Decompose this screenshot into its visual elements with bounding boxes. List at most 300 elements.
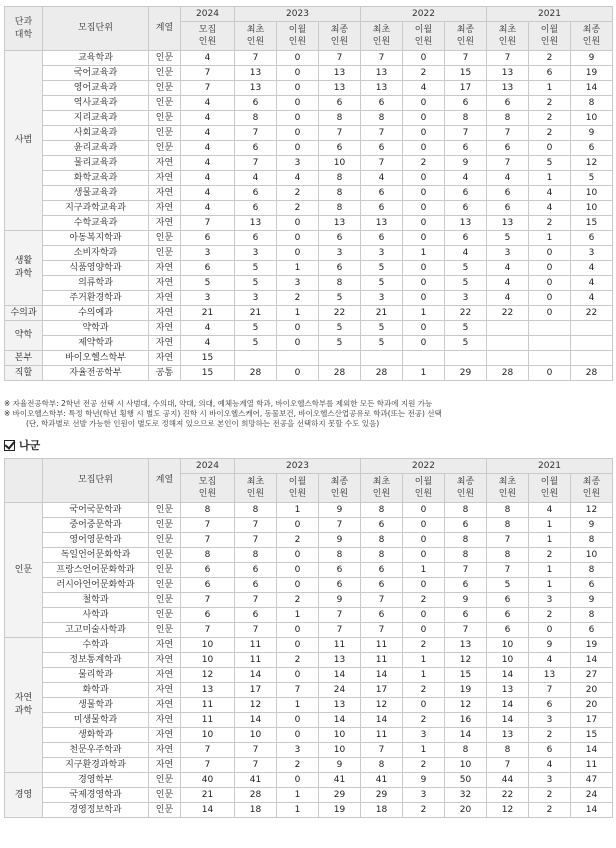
count-cell: 7: [487, 758, 529, 773]
count-cell: 4: [571, 261, 613, 276]
count-cell: 14: [571, 653, 613, 668]
count-cell: 13: [319, 698, 361, 713]
count-cell: 7: [235, 623, 277, 638]
count-cell: 5: [235, 276, 277, 291]
count-cell: 41: [319, 773, 361, 788]
track-cell: 자연: [149, 638, 181, 653]
count-cell: 7: [445, 51, 487, 66]
count-cell: [571, 321, 613, 336]
count-cell: 9: [445, 593, 487, 608]
count-cell: 15: [571, 216, 613, 231]
count-cell: 10: [181, 653, 235, 668]
count-cell: 5: [445, 321, 487, 336]
count-cell: 11: [181, 698, 235, 713]
track-cell: 자연: [149, 653, 181, 668]
count-cell: 4: [181, 321, 235, 336]
count-cell: 7: [319, 518, 361, 533]
table-row: [5, 66, 613, 81]
count-cell: 10: [319, 156, 361, 171]
count-cell: 1: [277, 503, 319, 518]
count-cell: 2: [529, 51, 571, 66]
track-cell: 인문: [149, 126, 181, 141]
count-cell: 13: [445, 638, 487, 653]
count-cell: 17: [571, 713, 613, 728]
count-cell: 6: [181, 578, 235, 593]
count-cell: [403, 351, 445, 366]
count-cell: 0: [277, 713, 319, 728]
count-cell: 6: [235, 201, 277, 216]
track-cell: 인문: [149, 231, 181, 246]
count-cell: 13: [487, 216, 529, 231]
count-cell: 8: [445, 111, 487, 126]
header-year-2022: 2022: [361, 459, 487, 474]
count-cell: 10: [571, 201, 613, 216]
dept-cell: 바이오헬스학부: [43, 351, 149, 366]
count-cell: 10: [487, 638, 529, 653]
count-cell: 5: [529, 156, 571, 171]
count-cell: 6: [445, 608, 487, 623]
count-cell: 6: [319, 578, 361, 593]
track-cell: 자연: [149, 743, 181, 758]
count-cell: 0: [277, 111, 319, 126]
count-cell: [529, 351, 571, 366]
table-row: [5, 366, 613, 381]
count-cell: 1: [403, 306, 445, 321]
count-cell: 11: [361, 653, 403, 668]
count-cell: 21: [181, 788, 235, 803]
count-cell: 1: [529, 171, 571, 186]
track-cell: 인문: [149, 578, 181, 593]
count-cell: 6: [487, 96, 529, 111]
college-cell: 약학: [5, 321, 43, 351]
track-cell: 인문: [149, 533, 181, 548]
table-row: [5, 593, 613, 608]
count-cell: 1: [403, 563, 445, 578]
header-dept: 모집단위: [43, 459, 149, 503]
table-row: [5, 533, 613, 548]
count-cell: 22: [487, 306, 529, 321]
dept-cell: 천문우주학과: [43, 743, 149, 758]
count-cell: 15: [445, 668, 487, 683]
header-initial: 최초 인원: [235, 474, 277, 503]
count-cell: 2: [277, 653, 319, 668]
count-cell: 13: [361, 66, 403, 81]
count-cell: 5: [361, 321, 403, 336]
count-cell: 13: [487, 683, 529, 698]
count-cell: 7: [445, 563, 487, 578]
count-cell: 10: [571, 111, 613, 126]
count-cell: 2: [529, 728, 571, 743]
count-cell: 6: [529, 743, 571, 758]
count-cell: 12: [361, 698, 403, 713]
count-cell: 5: [487, 578, 529, 593]
count-cell: 1: [403, 743, 445, 758]
table-row: [5, 216, 613, 231]
count-cell: 6: [235, 578, 277, 593]
table-row: [5, 231, 613, 246]
count-cell: 7: [361, 593, 403, 608]
count-cell: 13: [319, 81, 361, 96]
count-cell: 0: [403, 321, 445, 336]
dept-cell: 수학교육과: [43, 216, 149, 231]
count-cell: 14: [319, 713, 361, 728]
count-cell: 0: [403, 518, 445, 533]
header-year-2024: 2024: [181, 459, 235, 474]
count-cell: 0: [277, 548, 319, 563]
table-row: [5, 503, 613, 518]
count-cell: 13: [445, 216, 487, 231]
count-cell: 8: [445, 503, 487, 518]
count-cell: 3: [529, 713, 571, 728]
count-cell: 28: [235, 788, 277, 803]
count-cell: 7: [181, 758, 235, 773]
table-row: [5, 321, 613, 336]
count-cell: 0: [403, 96, 445, 111]
track-cell: 인문: [149, 593, 181, 608]
count-cell: 5: [487, 231, 529, 246]
count-cell: 14: [571, 743, 613, 758]
count-cell: 3: [529, 593, 571, 608]
track-cell: 자연: [149, 713, 181, 728]
dept-cell: 물리교육과: [43, 156, 149, 171]
header-year-2023: 2023: [235, 459, 361, 474]
count-cell: 3: [487, 246, 529, 261]
count-cell: 2: [529, 548, 571, 563]
dept-cell: 국어국문학과: [43, 503, 149, 518]
count-cell: 20: [445, 803, 487, 818]
count-cell: 5: [319, 291, 361, 306]
dept-cell: 주거환경학과: [43, 291, 149, 306]
count-cell: 0: [529, 141, 571, 156]
count-cell: 0: [277, 96, 319, 111]
count-cell: 8: [319, 201, 361, 216]
dept-cell: 경영학부: [43, 773, 149, 788]
count-cell: 47: [571, 773, 613, 788]
dept-cell: 지구과학교육과: [43, 201, 149, 216]
dept-cell: 소비자학과: [43, 246, 149, 261]
count-cell: 3: [319, 246, 361, 261]
count-cell: 0: [529, 246, 571, 261]
header-initial: 최초 인원: [361, 22, 403, 51]
count-cell: 0: [277, 668, 319, 683]
count-cell: 1: [403, 668, 445, 683]
college-cell: 직할: [5, 366, 43, 381]
count-cell: [487, 321, 529, 336]
count-cell: 2: [529, 126, 571, 141]
count-cell: 19: [319, 803, 361, 818]
count-cell: 3: [235, 291, 277, 306]
count-cell: 2: [403, 66, 445, 81]
header-carryover: 이월 인원: [403, 22, 445, 51]
college-cell: 인문: [5, 503, 43, 638]
table-row: [5, 623, 613, 638]
count-cell: 8: [487, 503, 529, 518]
count-cell: 9: [403, 773, 445, 788]
header-carryover: 이월 인원: [277, 474, 319, 503]
count-cell: 14: [487, 668, 529, 683]
count-cell: 7: [235, 518, 277, 533]
count-cell: 20: [571, 698, 613, 713]
count-cell: [529, 321, 571, 336]
count-cell: 4: [529, 503, 571, 518]
track-cell: 자연: [149, 156, 181, 171]
count-cell: [319, 351, 361, 366]
count-cell: 18: [361, 803, 403, 818]
count-cell: 14: [361, 713, 403, 728]
count-cell: 6: [445, 96, 487, 111]
header-final: 최종 인원: [445, 474, 487, 503]
dept-cell: 철학과: [43, 593, 149, 608]
header-carryover: 이월 인원: [529, 22, 571, 51]
count-cell: 14: [235, 713, 277, 728]
count-cell: 4: [181, 51, 235, 66]
count-cell: 14: [487, 713, 529, 728]
track-cell: 자연: [149, 698, 181, 713]
count-cell: 4: [181, 96, 235, 111]
count-cell: 6: [361, 608, 403, 623]
checkbox-icon: [4, 440, 15, 451]
track-cell: 인문: [149, 773, 181, 788]
header-initial: 최초 인원: [361, 474, 403, 503]
track-cell: 자연: [149, 261, 181, 276]
table-row: [5, 81, 613, 96]
dept-cell: 프랑스언어문화학과: [43, 563, 149, 578]
count-cell: 6: [181, 563, 235, 578]
count-cell: 7: [181, 216, 235, 231]
count-cell: 21: [361, 306, 403, 321]
count-cell: 8: [487, 548, 529, 563]
count-cell: 4: [571, 276, 613, 291]
count-cell: 6: [361, 231, 403, 246]
count-cell: 0: [403, 111, 445, 126]
count-cell: 1: [277, 803, 319, 818]
table-row: [5, 728, 613, 743]
count-cell: 7: [181, 533, 235, 548]
count-cell: 0: [277, 336, 319, 351]
count-cell: 3: [235, 246, 277, 261]
count-cell: 2: [403, 803, 445, 818]
count-cell: 10: [571, 548, 613, 563]
count-cell: 2: [403, 713, 445, 728]
table-row: [5, 518, 613, 533]
count-cell: 6: [361, 578, 403, 593]
dept-cell: 지리교육과: [43, 111, 149, 126]
count-cell: 10: [319, 728, 361, 743]
table-row: [5, 276, 613, 291]
count-cell: 14: [571, 803, 613, 818]
dept-cell: 아동복지학과: [43, 231, 149, 246]
count-cell: 0: [403, 533, 445, 548]
table-row: [5, 713, 613, 728]
count-cell: 8: [319, 548, 361, 563]
dept-cell: 영어영문학과: [43, 533, 149, 548]
count-cell: 0: [403, 503, 445, 518]
count-cell: 6: [487, 201, 529, 216]
count-cell: 3: [529, 773, 571, 788]
count-cell: 8: [319, 276, 361, 291]
count-cell: 29: [319, 788, 361, 803]
count-cell: 17: [361, 683, 403, 698]
track-cell: 인문: [149, 111, 181, 126]
count-cell: 4: [529, 653, 571, 668]
table-row: [5, 351, 613, 366]
dept-cell: 정보통계학과: [43, 653, 149, 668]
table-row: [5, 261, 613, 276]
count-cell: 4: [445, 246, 487, 261]
count-cell: 9: [571, 51, 613, 66]
count-cell: 4: [487, 261, 529, 276]
dept-cell: 사회교육과: [43, 126, 149, 141]
count-cell: 28: [487, 366, 529, 381]
count-cell: 28: [571, 366, 613, 381]
count-cell: 19: [571, 638, 613, 653]
count-cell: 8: [487, 111, 529, 126]
count-cell: 4: [181, 126, 235, 141]
count-cell: 6: [529, 66, 571, 81]
count-cell: 12: [445, 653, 487, 668]
count-cell: 7: [181, 623, 235, 638]
count-cell: 4: [571, 291, 613, 306]
count-cell: 8: [235, 111, 277, 126]
count-cell: 3: [361, 291, 403, 306]
count-cell: 19: [571, 66, 613, 81]
count-cell: 9: [319, 503, 361, 518]
count-cell: 13: [235, 81, 277, 96]
track-cell: 인문: [149, 788, 181, 803]
header-carryover: 이월 인원: [403, 474, 445, 503]
count-cell: [487, 351, 529, 366]
count-cell: 4: [487, 276, 529, 291]
count-cell: 8: [445, 743, 487, 758]
count-cell: 14: [361, 668, 403, 683]
count-cell: 0: [403, 578, 445, 593]
track-cell: 인문: [149, 518, 181, 533]
count-cell: 1: [277, 788, 319, 803]
track-cell: 인문: [149, 141, 181, 156]
count-cell: 8: [445, 548, 487, 563]
count-cell: 44: [487, 773, 529, 788]
count-cell: 14: [319, 668, 361, 683]
count-cell: 8: [361, 111, 403, 126]
count-cell: 7: [361, 126, 403, 141]
count-cell: 0: [529, 366, 571, 381]
count-cell: 5: [361, 276, 403, 291]
count-cell: 7: [529, 683, 571, 698]
count-cell: 0: [277, 623, 319, 638]
table-row: [5, 638, 613, 653]
count-cell: 13: [319, 653, 361, 668]
count-cell: 24: [319, 683, 361, 698]
count-cell: 13: [361, 216, 403, 231]
count-cell: 2: [529, 111, 571, 126]
count-cell: 15: [445, 66, 487, 81]
track-cell: 인문: [149, 66, 181, 81]
header-initial: 최초 인원: [235, 22, 277, 51]
count-cell: 0: [277, 366, 319, 381]
track-cell: 자연: [149, 201, 181, 216]
count-cell: 9: [529, 638, 571, 653]
count-cell: 6: [571, 231, 613, 246]
count-cell: 5: [235, 321, 277, 336]
count-cell: 2: [277, 533, 319, 548]
count-cell: 6: [319, 141, 361, 156]
header-year-2024: 2024: [181, 7, 235, 22]
count-cell: 0: [277, 66, 319, 81]
count-cell: 6: [445, 231, 487, 246]
count-cell: 0: [403, 186, 445, 201]
table-row: [5, 96, 613, 111]
track-cell: 자연: [149, 668, 181, 683]
count-cell: 8: [571, 563, 613, 578]
dept-cell: 경영정보학과: [43, 803, 149, 818]
count-cell: 9: [571, 126, 613, 141]
count-cell: 13: [487, 66, 529, 81]
dept-cell: 물리학과: [43, 668, 149, 683]
count-cell: 22: [571, 306, 613, 321]
count-cell: 7: [181, 518, 235, 533]
count-cell: 3: [181, 246, 235, 261]
count-cell: 9: [319, 533, 361, 548]
count-cell: 6: [571, 578, 613, 593]
college-cell: 수의과: [5, 306, 43, 321]
count-cell: 7: [319, 126, 361, 141]
count-cell: 8: [487, 743, 529, 758]
count-cell: 0: [403, 608, 445, 623]
count-cell: 0: [277, 246, 319, 261]
count-cell: 6: [319, 231, 361, 246]
count-cell: 50: [445, 773, 487, 788]
table-row: [5, 111, 613, 126]
count-cell: 7: [445, 623, 487, 638]
count-cell: 11: [361, 728, 403, 743]
count-cell: 5: [445, 276, 487, 291]
table-body: [5, 503, 613, 818]
count-cell: 0: [403, 231, 445, 246]
count-cell: 6: [487, 608, 529, 623]
count-cell: 7: [319, 608, 361, 623]
count-cell: 12: [181, 668, 235, 683]
count-cell: 13: [235, 66, 277, 81]
count-cell: 2: [403, 593, 445, 608]
dept-cell: 수의예과: [43, 306, 149, 321]
count-cell: 12: [571, 503, 613, 518]
count-cell: 6: [181, 608, 235, 623]
count-cell: 6: [181, 231, 235, 246]
count-cell: 6: [361, 201, 403, 216]
count-cell: 2: [403, 638, 445, 653]
footnote-caveat: (단, 학과별로 선발 가능한 인원이 별도로 정해져 있으므로 본인이 희망하는 전공을 선택하지 못할 수도 있음): [26, 419, 380, 428]
dept-cell: 국제경영학과: [43, 788, 149, 803]
count-cell: 11: [235, 638, 277, 653]
header-recruit: 모집 인원: [181, 474, 235, 503]
count-cell: 13: [487, 81, 529, 96]
count-cell: [235, 351, 277, 366]
count-cell: 22: [445, 306, 487, 321]
count-cell: 4: [361, 171, 403, 186]
count-cell: [571, 336, 613, 351]
count-cell: 1: [277, 261, 319, 276]
dept-cell: 식품영양학과: [43, 261, 149, 276]
table-row: [5, 51, 613, 66]
count-cell: 8: [319, 171, 361, 186]
count-cell: 0: [277, 321, 319, 336]
count-cell: 7: [277, 683, 319, 698]
count-cell: [487, 336, 529, 351]
count-cell: 7: [487, 51, 529, 66]
header-final: 최종 인원: [571, 474, 613, 503]
count-cell: 7: [181, 743, 235, 758]
track-cell: 자연: [149, 216, 181, 231]
